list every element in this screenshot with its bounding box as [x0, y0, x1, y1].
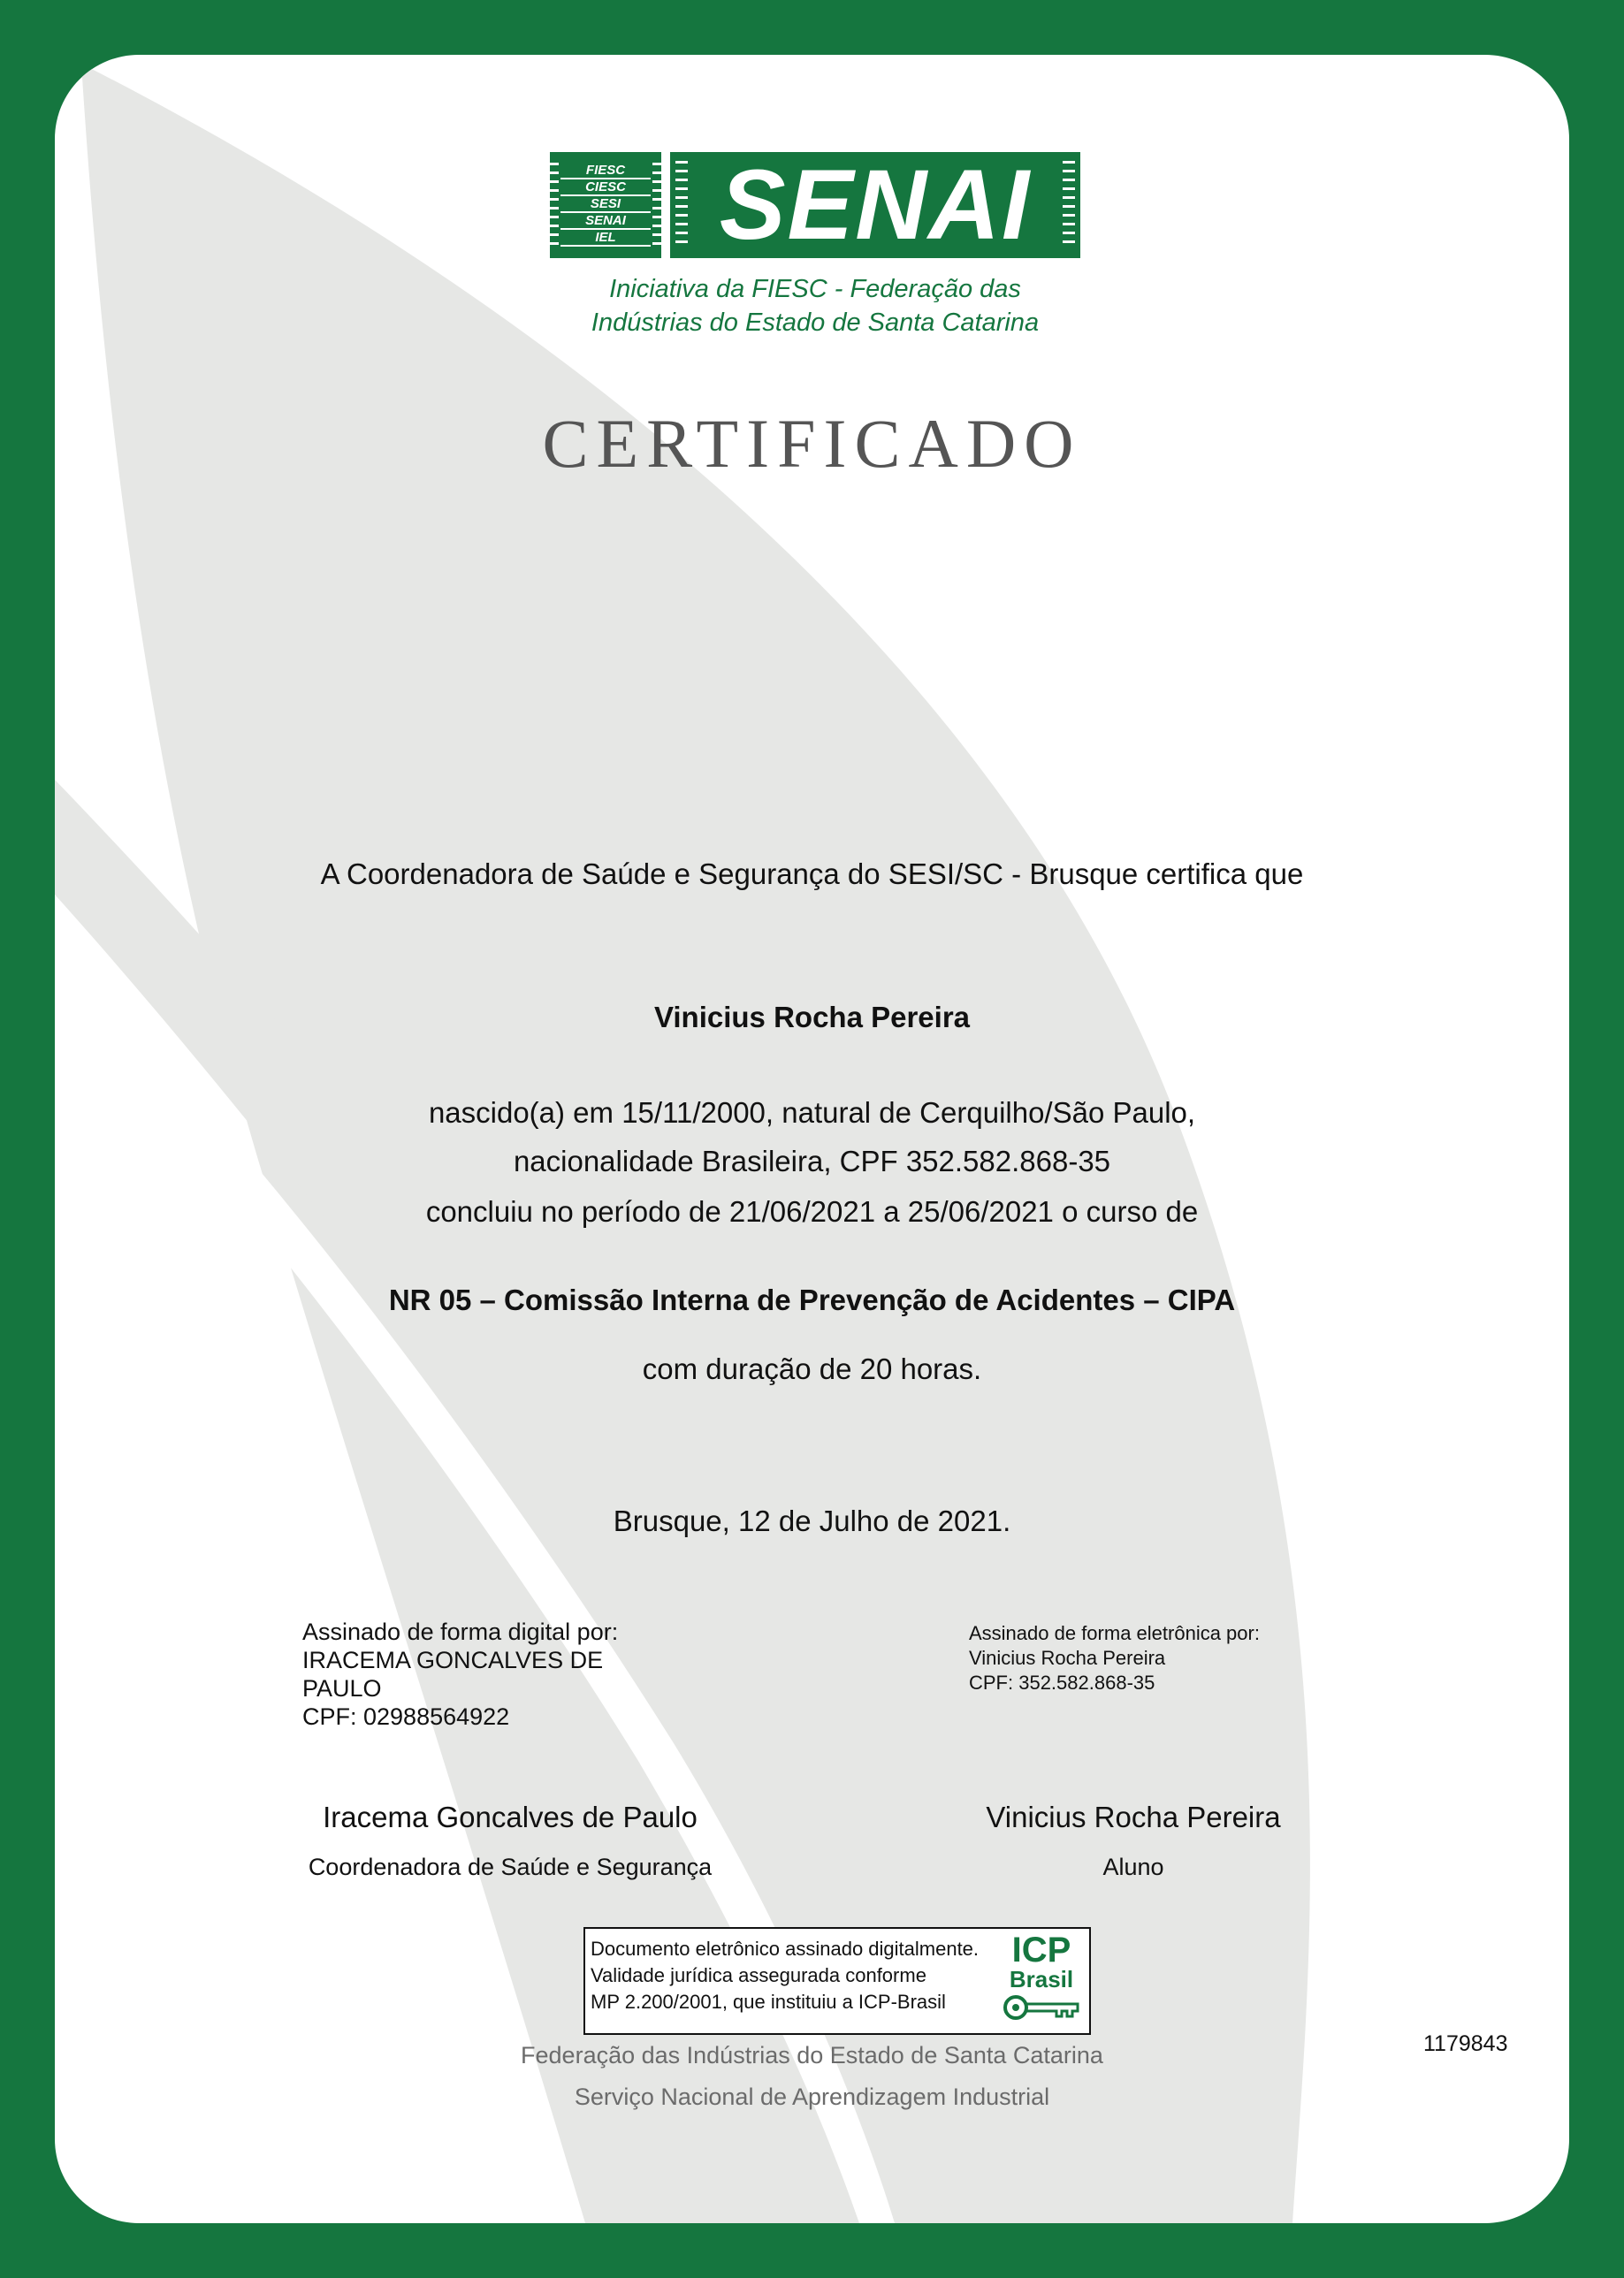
right-signer-role: Aluno [1102, 1854, 1164, 1880]
icp-line3: MP 2.200/2001, que instituiu a ICP-Brasil [591, 1991, 946, 2013]
left-sig-line1: Assinado de forma digital por: [302, 1619, 619, 1645]
key-icon [1002, 1991, 1081, 2024]
left-signer-name: Iracema Goncalves de Paulo [323, 1801, 698, 1833]
right-electronic-signature-info [969, 1621, 1260, 1695]
left-sig-line4: CPF: 02988564922 [302, 1703, 510, 1730]
senai-logo [550, 149, 1080, 355]
left-signer-role: Coordenadora de Saúde e Segurança [308, 1854, 713, 1880]
left-digital-signature-info [302, 1618, 618, 1731]
right-signer-name: Vinicius Rocha Pereira [986, 1801, 1281, 1833]
logo-label-senai: SENAI [560, 213, 651, 230]
period-line: concluiu no período de 21/06/2021 a 25/06/2021 o curso de [425, 1195, 1199, 1228]
logo-label-iel: IEL [560, 230, 651, 247]
certificate-title: CERTIFICADO [542, 405, 1082, 482]
logo-tagline-line2: Indústrias do Estado de Santa Catarina [591, 309, 1040, 337]
icp-line1: Documento eletrônico assinado digitalmente. [591, 1938, 980, 1960]
course-name: NR 05 – Comissão Interna de Prevenção de Acidentes – CIPA [388, 1284, 1236, 1316]
logo-label-ciesc: CIESC [560, 179, 651, 196]
icp-brasil-logo [999, 1932, 1084, 2028]
logo-side-badge [550, 152, 661, 258]
certificate-number: 1179843 [1423, 2031, 1508, 2056]
icp-logo-top: ICP [1011, 1931, 1071, 1969]
right-sig-line2: Vinicius Rocha Pereira [969, 1647, 1166, 1669]
footer-line2: Serviço Nacional de Aprendizagem Industrial [574, 2084, 1050, 2110]
footer-line1: Federação das Indústrias do Estado de Santa Catarina [521, 2042, 1103, 2068]
right-sig-line1: Assinado de forma eletrônica por: [969, 1622, 1260, 1644]
right-sig-line3: CPF: 352.582.868-35 [969, 1672, 1155, 1694]
icp-line2: Validade jurídica assegurada conforme [591, 1964, 926, 1986]
logo-label-fiesc: FIESC [560, 163, 651, 179]
left-sig-line3: PAULO [302, 1675, 382, 1702]
icp-logo-bottom: Brasil [1009, 1966, 1074, 1992]
background-leaf-shape [55, 55, 1569, 2223]
left-sig-line2: IRACEMA GONCALVES DE [302, 1647, 604, 1673]
duration-line: com duração de 20 horas. [642, 1352, 982, 1385]
nationality-line: nacionalidade Brasileira, CPF 352.582.868-35 [513, 1145, 1111, 1177]
icp-seal-text [591, 1936, 979, 2015]
logo-tagline-line1: Iniciativa da FIESC - Federação das [609, 275, 1021, 303]
student-name: Vinicius Rocha Pereira [653, 1001, 971, 1033]
birth-line: nascido(a) em 15/11/2000, natural de Cerquilho/São Paulo, [428, 1096, 1196, 1129]
place-date: Brusque, 12 de Julho de 2021. [613, 1505, 1011, 1537]
logo-label-sesi: SESI [560, 196, 651, 213]
icp-brasil-seal [583, 1927, 1091, 2035]
logo-wordmark-box [670, 149, 1080, 260]
intro-text: A Coordenadora de Saúde e Segurança do SESI/SC - Brusque certifica que [320, 857, 1304, 890]
certificate-card [55, 55, 1569, 2223]
logo-wordmark: SENAI [719, 149, 1032, 260]
